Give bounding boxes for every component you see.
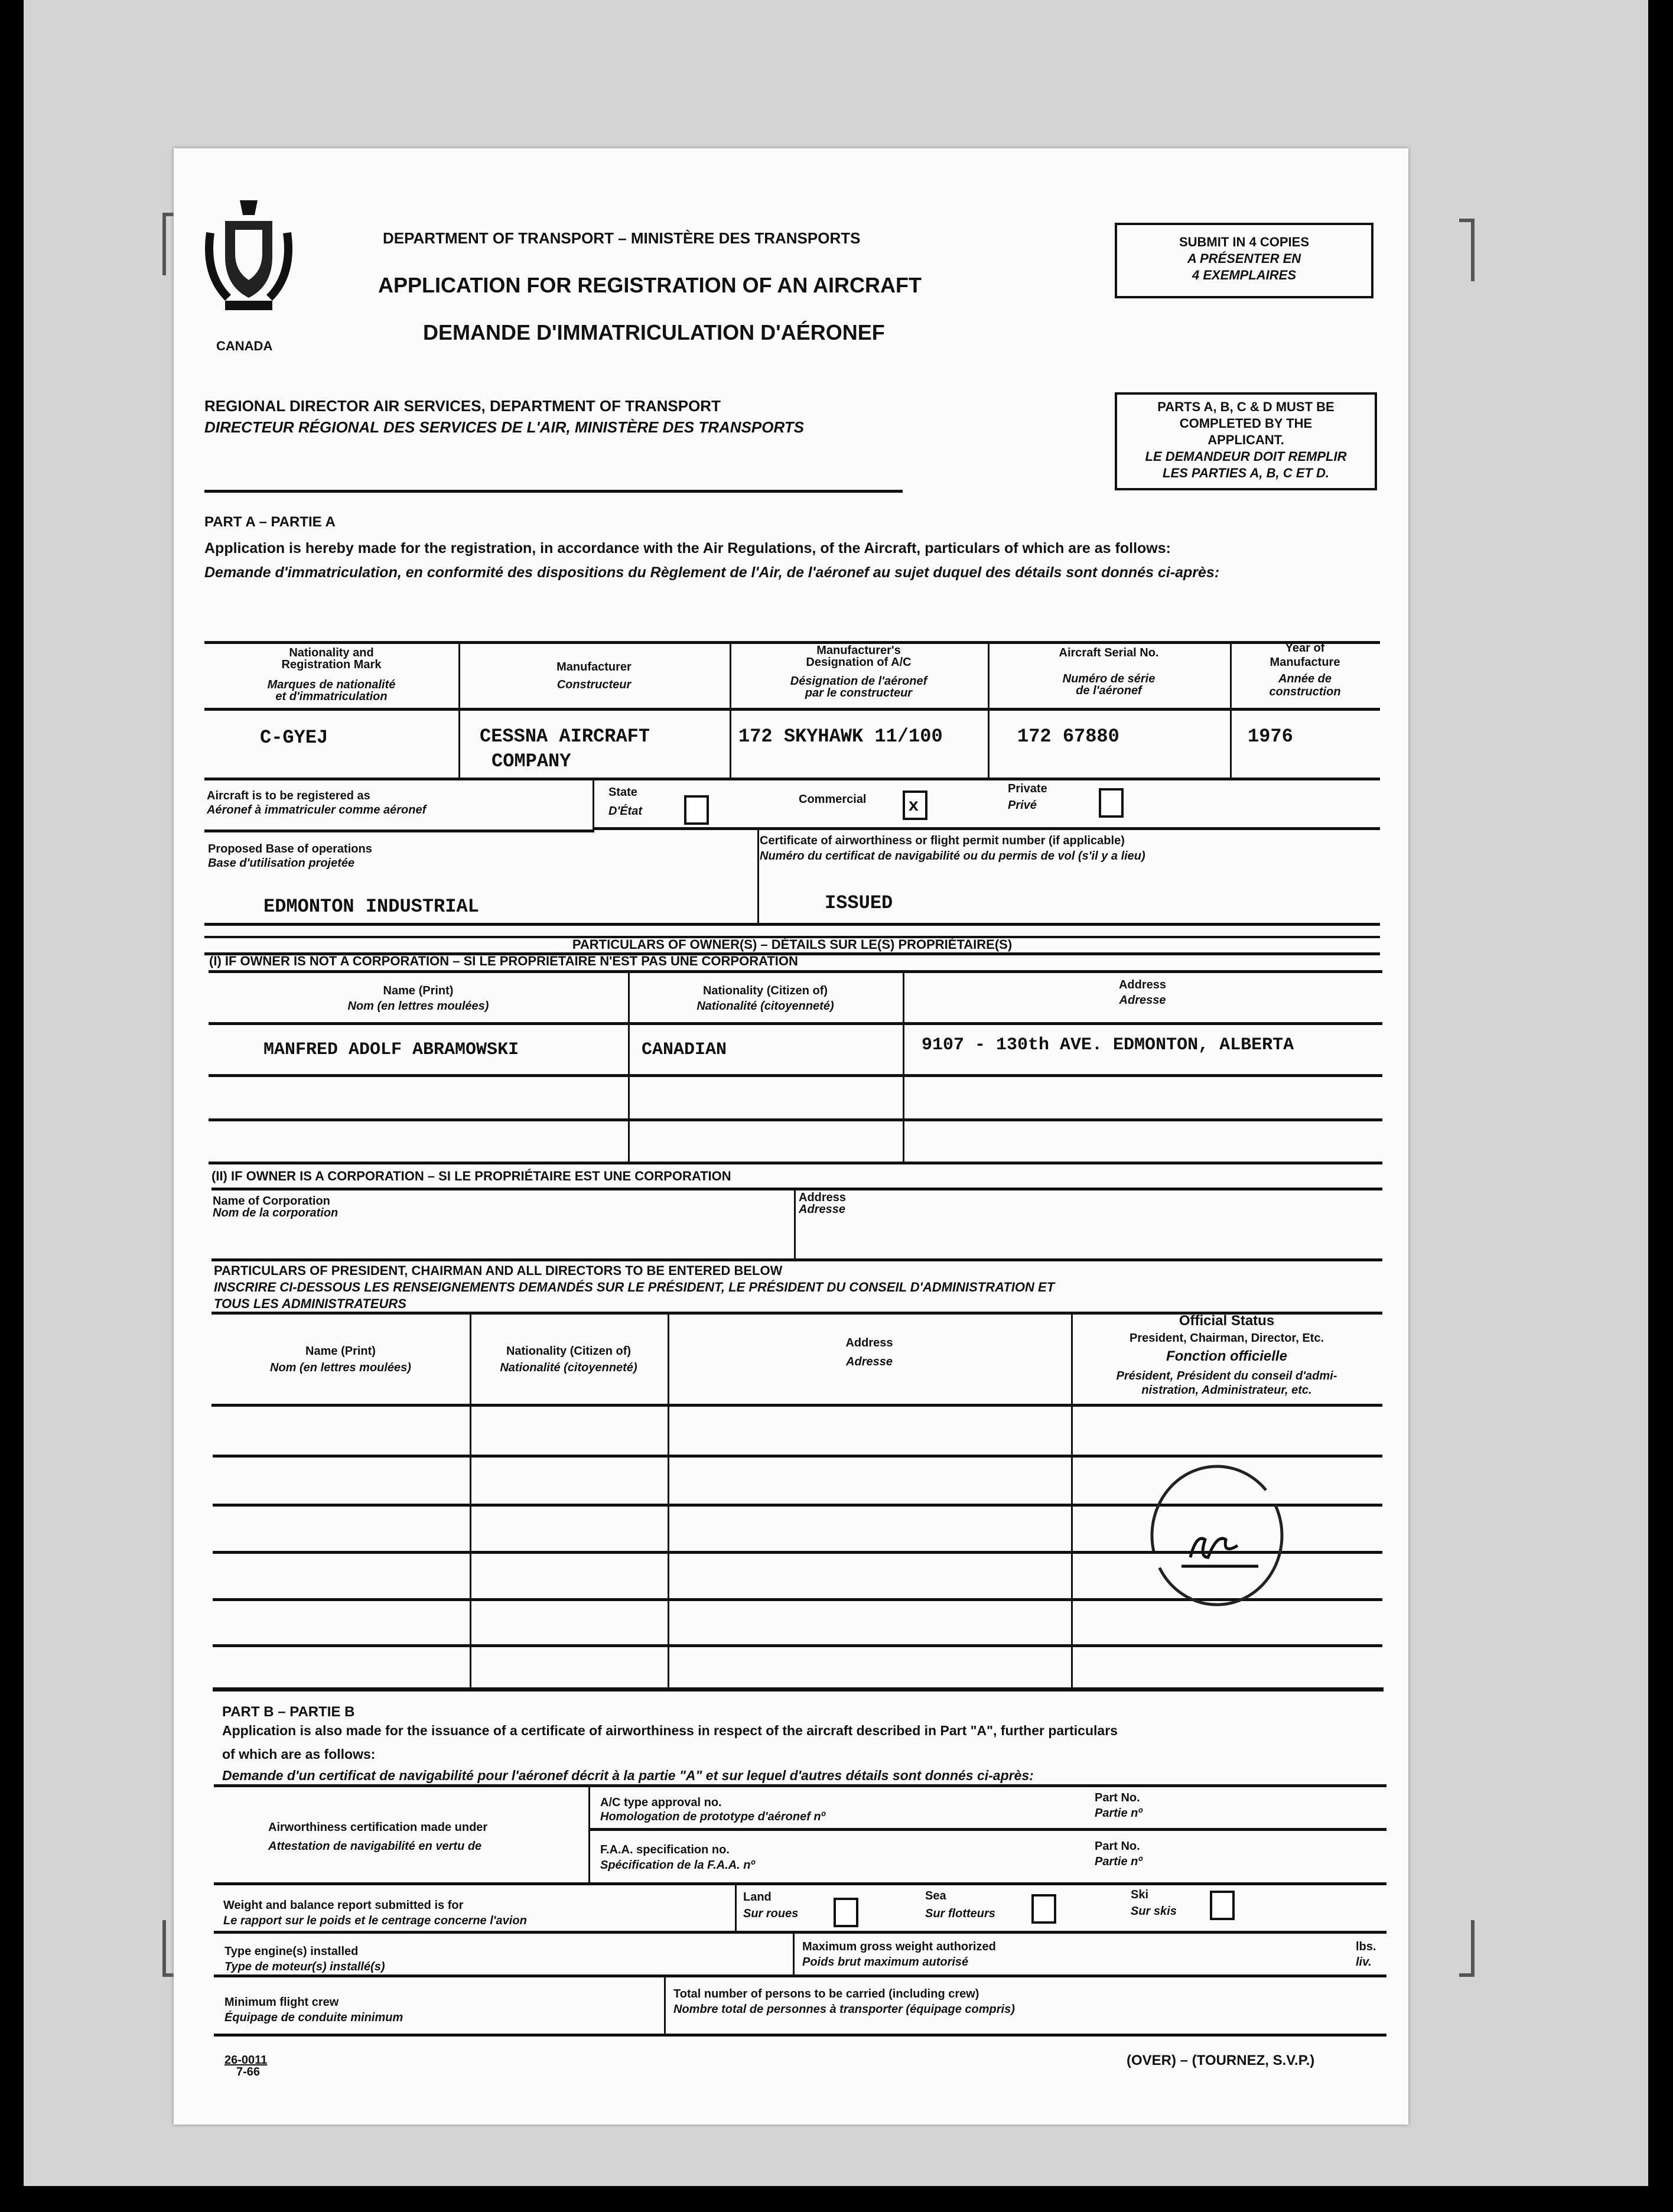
corporation-addr-label-fr: Adresse xyxy=(799,1203,845,1216)
director-status-examples-en: President, Chairman, Director, Etc. xyxy=(1130,1332,1324,1345)
base-label-fr: Base d'utilisation projetée xyxy=(208,857,355,870)
form-number: 26-0011 xyxy=(224,2054,268,2067)
land-label-fr: Sur roues xyxy=(743,1907,799,1920)
submit-line: 4 EXEMPLAIRES xyxy=(1192,268,1297,282)
director-name-header-en: Name (Print) xyxy=(305,1345,376,1358)
weight-balance-label-fr: Le rapport sur le poids et le centrage concerne l'avion xyxy=(223,1914,527,1927)
label-text: Manufacturer xyxy=(556,661,632,674)
gross-weight-label-fr: Poids brut maximum autorisé xyxy=(802,1956,969,1969)
state-checkbox[interactable] xyxy=(684,795,709,825)
directors-title-en: PARTICULARS OF PRESIDENT, CHAIRMAN AND ALL DIRECTORS TO BE ENTERED BELOW xyxy=(214,1263,783,1278)
department-title: DEPARTMENT OF TRANSPORT – MINISTÈRE DES TRANSPORTS xyxy=(383,229,861,247)
part-no-label-en: Part No. xyxy=(1095,1791,1140,1804)
serial-value: 172 67880 xyxy=(1017,726,1119,747)
label-text: Designation of A/C xyxy=(806,656,912,669)
director-name-header-fr: Nom (en lettres moulées) xyxy=(270,1361,411,1374)
land-checkbox[interactable] xyxy=(834,1898,858,1927)
persons-label-en: Total number of persons to be carried (including crew) xyxy=(673,1987,979,2000)
label-text: Year of xyxy=(1285,642,1325,655)
submit-line: A PRÉSENTER EN xyxy=(1187,251,1301,266)
type-approval-label-en: A/C type approval no. xyxy=(600,1796,722,1809)
label-text: construction xyxy=(1269,685,1341,698)
commercial-label: Commercial xyxy=(799,793,867,806)
label-text: Registration Mark xyxy=(281,658,382,671)
manufacturer-value-line2: COMPANY xyxy=(492,750,571,772)
engine-label-en: Type engine(s) installed xyxy=(224,1945,359,1958)
owner-name-header-fr: Nom (en lettres moulées) xyxy=(347,1000,489,1013)
crop-mark xyxy=(1459,1920,1475,1977)
director-nat-header-fr: Nationalité (citoyenneté) xyxy=(500,1361,637,1374)
directors-title-fr: INSCRIRE CI-DESSOUS LES RENSEIGNEMENTS DEMANDÉS SUR LE PRÉSIDENT, LE PRÉSIDENT DU CONSEIL D'ADMINISTRATION ET xyxy=(214,1280,1055,1294)
registration-mark-value: C-GYEJ xyxy=(260,727,328,749)
min-crew-label-fr: Équipage de conduite minimum xyxy=(224,2011,403,2024)
lbs-unit: lbs. xyxy=(1356,1940,1376,1953)
certificate-value: ISSUED xyxy=(825,892,893,914)
check-mark: x xyxy=(909,795,919,815)
airworthiness-label-en: Airworthiness certification made under xyxy=(268,1821,488,1834)
base-label-en: Proposed Base of operations xyxy=(208,842,372,855)
year-value: 1976 xyxy=(1248,726,1293,747)
addressee-en: REGIONAL DIRECTOR AIR SERVICES, DEPARTMENT OF TRANSPORT xyxy=(204,397,721,415)
director-nat-header-en: Nationality (Citizen of) xyxy=(506,1345,632,1358)
corporation-name-label-fr: Nom de la corporation xyxy=(213,1206,338,1219)
label-text: Manufacture xyxy=(1270,656,1340,669)
registered-as-label-en: Aircraft is to be registered as xyxy=(207,789,370,802)
director-status-examples-fr: Président, Président du conseil d'admi- xyxy=(1116,1370,1337,1382)
owner-address: 9107 - 130th AVE. EDMONTON, ALBERTA xyxy=(922,1035,1294,1055)
part-a-intro-en: Application is hereby made for the registration, in accordance with the Air Regulations, of the Aircraft, particulars of which are as follows: xyxy=(204,540,1171,557)
label-text: Manufacturer's xyxy=(816,644,901,657)
label-text: par le constructeur xyxy=(805,687,913,700)
owner-name-header-en: Name (Print) xyxy=(383,984,454,997)
corporation-owner-title: (II) IF OWNER IS A CORPORATION – SI LE PROPRIÉTAIRE EST UNE CORPORATION xyxy=(211,1169,731,1183)
owner-nat-header-en: Nationality (Citizen of) xyxy=(702,984,828,997)
commercial-checkbox[interactable] xyxy=(903,791,927,820)
crop-mark xyxy=(1459,219,1475,281)
part-b-intro-en: Application is also made for the issuance of a certificate of airworthiness in respect of the aircraft described in Part "A", further particulars xyxy=(222,1723,1118,1738)
submit-copies-box xyxy=(1115,223,1373,298)
label-text: de l'aéronef xyxy=(1076,684,1142,697)
state-label-en: State xyxy=(608,786,637,799)
part-b-intro-fr: Demande d'un certificat de navigabilité pour l'aéronef décrit à la partie "A" et sur lequel d'autres détails sont donnés ci-après: xyxy=(222,1768,1034,1783)
certificate-label-en: Certificate of airworthiness or flight permit number (if applicable) xyxy=(760,834,1125,847)
parts-required-box xyxy=(1115,392,1377,490)
ski-label-en: Ski xyxy=(1131,1888,1149,1901)
min-crew-label-en: Minimum flight crew xyxy=(224,1996,339,2009)
registered-as-label-fr: Aéronef à immatriculer comme aéronef xyxy=(207,804,427,817)
label-text: Constructeur xyxy=(556,678,632,691)
label-text: et d'immatriculation xyxy=(275,690,388,703)
owners-section-title: PARTICULARS OF OWNER(S) – DÉTAILS SUR LE(S) PROPRIÉTAIRE(S) xyxy=(572,937,1013,952)
land-label-en: Land xyxy=(743,1891,772,1904)
certificate-label-fr: Numéro du certificat de navigabilité ou du permis de vol (s'il y a lieu) xyxy=(760,850,1145,863)
label-text: Désignation de l'aéronef xyxy=(790,675,927,688)
corporation-name-label-en: Name of Corporation xyxy=(213,1195,330,1208)
owner-addr-header-en: Address xyxy=(1118,978,1167,991)
parts-line: APPLICANT. xyxy=(1207,432,1284,447)
parts-line: PARTS A, B, C & D MUST BE xyxy=(1157,399,1335,414)
label-text: Aircraft Serial No. xyxy=(1059,646,1159,659)
faa-label-en: F.A.A. specification no. xyxy=(600,1843,730,1856)
parts-line: LES PARTIES A, B, C ET D. xyxy=(1163,466,1329,480)
weight-balance-label-en: Weight and balance report submitted is for xyxy=(223,1899,464,1912)
designation-value: 172 SKYHAWK 11/100 xyxy=(738,726,943,747)
persons-label-fr: Nombre total de personnes à transporter (équipage compris) xyxy=(673,2003,1015,2016)
manufacturer-value: CESSNA AIRCRAFT xyxy=(480,726,650,747)
private-checkbox[interactable] xyxy=(1099,788,1124,818)
part-no-label-en-2: Part No. xyxy=(1095,1840,1140,1853)
owner-nat-header-fr: Nationalité (citoyenneté) xyxy=(696,1000,834,1013)
private-label-fr: Privé xyxy=(1008,799,1037,812)
over-note: (OVER) – (TOURNEZ, S.V.P.) xyxy=(1127,2052,1315,2068)
part-b-intro-en-2: of which are as follows: xyxy=(222,1746,376,1762)
director-status-examples-fr-2: nistration, Administrateur, etc. xyxy=(1141,1384,1312,1397)
label-text: Marques de nationalité xyxy=(267,678,396,691)
parts-line: COMPLETED BY THE xyxy=(1179,416,1313,431)
director-status-header-fr: Fonction officielle xyxy=(1166,1348,1287,1364)
sea-label-en: Sea xyxy=(925,1889,946,1902)
part-a-intro-fr: Demande d'immatriculation, en conformité des dispositions du Règlement de l'Air, de l'aéronef au sujet duquel des détails sont donnés ci-après: xyxy=(204,564,1220,581)
owner-addr-header-fr: Adresse xyxy=(1119,994,1166,1007)
corporation-addr-label-en: Address xyxy=(799,1191,847,1204)
director-addr-header-fr: Adresse xyxy=(846,1355,893,1368)
part-no-label-fr-2: Partie nº xyxy=(1095,1855,1143,1868)
individual-owner-title: (I) IF OWNER IS NOT A CORPORATION – SI LE PROPRIÉTAIRE N'EST PAS UNE CORPORATION xyxy=(209,954,798,968)
director-addr-header-en: Address xyxy=(845,1336,893,1349)
part-no-label-fr: Partie nº xyxy=(1095,1807,1143,1820)
ski-label-fr: Sur skis xyxy=(1131,1905,1177,1918)
owner-nationality: CANADIAN xyxy=(642,1040,727,1060)
form-title-fr: DEMANDE D'IMMATRICULATION D'AÉRONEF xyxy=(423,320,885,344)
gross-weight-label-en: Maximum gross weight authorized xyxy=(802,1940,996,1953)
state-label-fr: D'État xyxy=(608,805,642,818)
sea-label-fr: Sur flotteurs xyxy=(925,1907,995,1920)
airworthiness-label-fr: Attestation de navigabilité en vertu de xyxy=(268,1840,482,1853)
directors-title-fr-2: TOUS LES ADMINISTRATEURS xyxy=(214,1296,406,1311)
faa-label-fr: Spécification de la F.A.A. nº xyxy=(600,1859,755,1872)
addressee-fr: DIRECTEUR RÉGIONAL DES SERVICES DE L'AIR, MINISTÈRE DES TRANSPORTS xyxy=(204,418,805,436)
official-stamp-icon xyxy=(1146,1463,1288,1608)
liv-unit: liv. xyxy=(1356,1956,1372,1969)
private-label-en: Private xyxy=(1008,782,1047,795)
base-value: EDMONTON INDUSTRIAL xyxy=(263,896,479,918)
owner-name: MANFRED ADOLF ABRAMOWSKI xyxy=(263,1040,519,1060)
country-label: CANADA xyxy=(216,339,273,353)
type-approval-label-fr: Homologation de prototype d'aéronef nº xyxy=(600,1810,825,1823)
engine-label-fr: Type de moteur(s) installé(s) xyxy=(224,1960,385,1973)
label-text: Nationality and xyxy=(289,646,374,659)
label-text: Année de xyxy=(1278,672,1332,685)
sea-checkbox[interactable] xyxy=(1031,1894,1056,1924)
form-date: 7-66 xyxy=(236,2065,261,2078)
canada-coat-of-arms-icon xyxy=(204,197,293,321)
ski-checkbox[interactable] xyxy=(1210,1891,1235,1920)
submit-line: SUBMIT IN 4 COPIES xyxy=(1179,235,1310,249)
form-title-en: APPLICATION FOR REGISTRATION OF AN AIRCRAFT xyxy=(378,273,922,297)
part-a-title: PART A – PARTIE A xyxy=(204,514,336,530)
label-text: Numéro de série xyxy=(1062,672,1156,685)
part-b-title: PART B – PARTIE B xyxy=(222,1704,355,1720)
director-status-header-en: Official Status xyxy=(1179,1313,1275,1329)
parts-line: LE DEMANDEUR DOIT REMPLIR xyxy=(1145,449,1347,464)
